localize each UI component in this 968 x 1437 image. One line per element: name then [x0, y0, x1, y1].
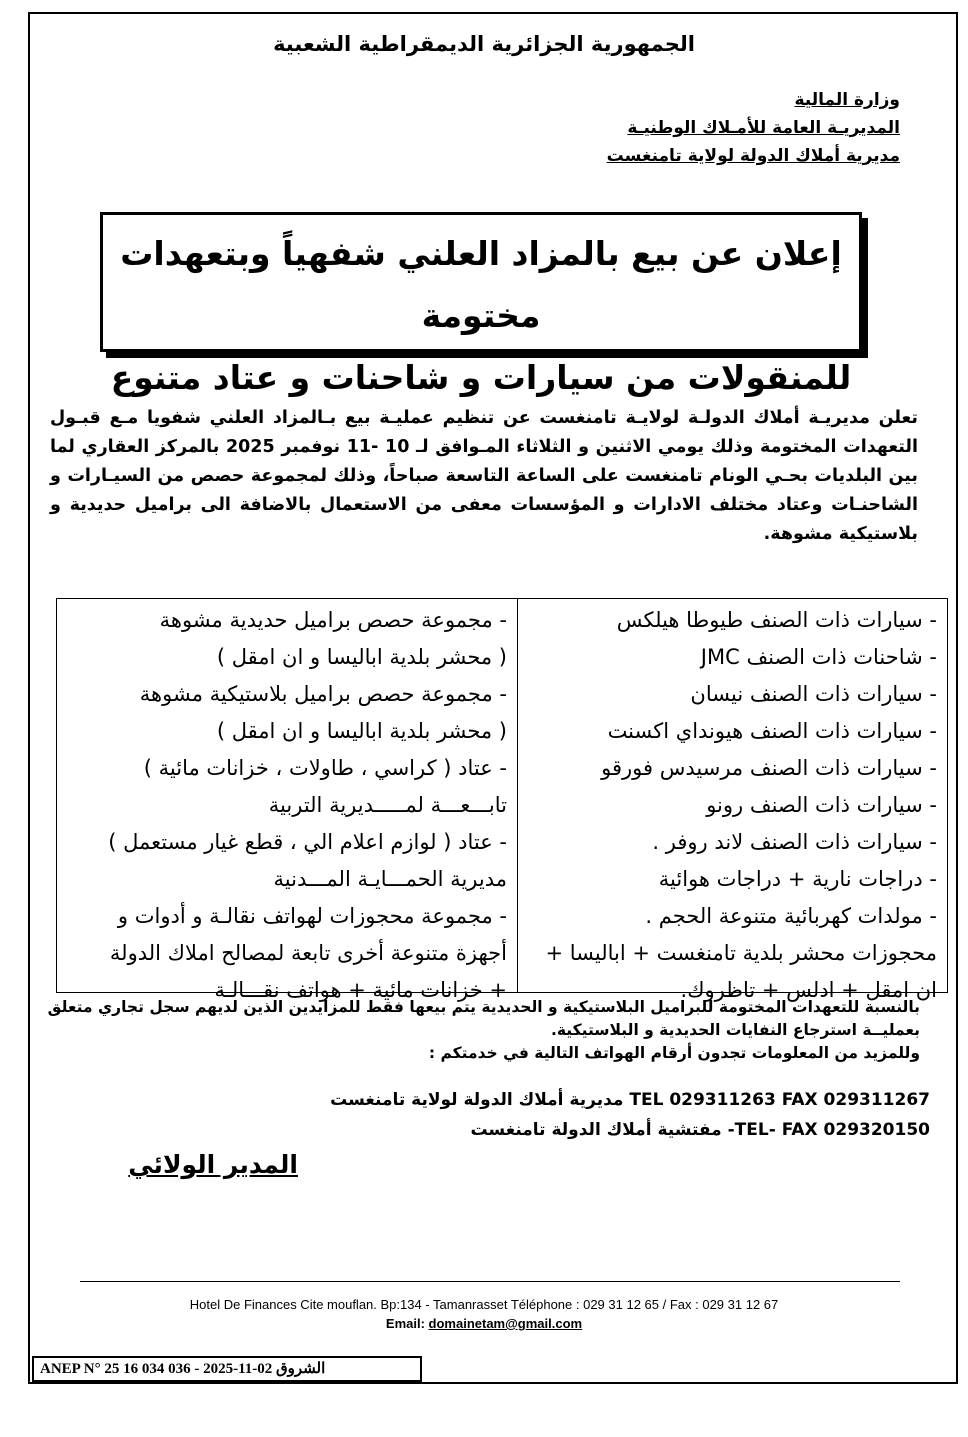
list-item: - شاحنات ذات الصنف JMC [700, 645, 937, 669]
ministry-block [607, 86, 900, 170]
list-item: محجوزات محشر بلدية تامنغست + ابالیسا + [545, 941, 937, 965]
materials-column [57, 599, 517, 1002]
title-line-1: إعلان عن بيع بالمزاد العلني شفهياً وبتعهدات مختومة [120, 234, 842, 335]
footer-email [0, 1314, 968, 1333]
email-label: Email: [385, 1316, 425, 1331]
title-line-2: للمنقولات من سيارات و شاحنات و عتاد متنوع [110, 358, 852, 397]
list-item: - مولدات كهربائية متنوعة الحجم . [645, 904, 937, 928]
list-item: - سيارات ذات الصنف هيونداي اكسنت [607, 719, 937, 743]
contact-line-1: TEL 029311263 FAX 029311267 مديرية أملاك الدولة لولاية تامنغست [330, 1090, 930, 1110]
list-item: ان امقل + ادلس + تاظروك. [680, 978, 937, 1002]
footer [0, 1295, 968, 1333]
list-item: - دراجات نارية + دراجات هوائية [658, 867, 937, 891]
general-directorate: المديريـة العامة للأمـلاك الوطنيـة [627, 118, 900, 138]
list-item: - عتاد ( كراسي ، طاولات ، خزانات مائية ) [143, 756, 507, 780]
list-item: - عتاد ( لوازم اعلام الي ، قطع غيار مستعمل ) [108, 830, 507, 854]
list-item: + خزانات مائية + هواتف نقـــالـة [214, 978, 507, 1002]
intro-paragraph: تعلن مديريـة أملاك الدولـة لولايـة تامنغست عن تنظيم عمليـة بيع بـالمزاد العلني شفويا مـع قبـول التعهدات المختومة وذلك يومي الاثنين و الثلاثاء المـوافق لـ 10 -11 نوفمبر 2025 بالمركز العقاري لما بين البلديات بحـي الونام تامنغست على الساعة التاسعة صباحاً، وذلك لمجموعة حصص من السيـارات و الشاحنـات وعتاد مختلف الادارات و المؤسسات معفى من الاستعمال بالاضافة الى براميل حديدية و بلاستيكية مشوهة. [50, 408, 919, 544]
state-directorate: مديرية أملاك الدولة لولاية تامنغست [606, 146, 900, 166]
list-item: ( محشر بلدية ابالیسا و ان امقل ) [216, 645, 507, 669]
list-item: - مجموعة حصص براميل حديدية مشوهة [159, 608, 507, 632]
footer-divider [80, 1281, 900, 1282]
list-item: - سيارات ذات الصنف طيوطا هيلكس [616, 608, 937, 632]
list-item: تابـــعـــة لمـــــديرية التربية [268, 793, 507, 817]
list-item: ( محشر بلدية ابالیسا و ان امقل ) [216, 719, 507, 743]
announcement-title [100, 212, 862, 397]
list-item: - سيارات ذات الصنف رونو [706, 793, 937, 817]
list-item: أجهزة متنوعة أخرى تابعة لمصالح املاك الدولة [109, 941, 507, 965]
note-line-3: وللمزيد من المعلومات تجدون أرقام الهواتف التالية في خدمتكم : [428, 1044, 920, 1062]
list-item: - مجموعة حصص براميل بلاستيكية مشوهة [139, 682, 507, 706]
list-item: مديرية الحمـــايـة المـــدنية [273, 867, 507, 891]
list-item: - سيارات ذات الصنف لاند روفر . [652, 830, 937, 854]
note-line-1: بالنسبة للتعهدات المختومة للبراميل البلاستيكية و الحديدية يتم بيعها فقط للمزايدين الذين لديهم سجل تجاري متعلق [47, 998, 920, 1016]
list-item: - مجموعة محجوزات لهواتف نقالـة و أدوات و [117, 904, 507, 928]
list-item: - سيارات ذات الصنف نيسان [690, 682, 937, 706]
republic-heading: الجمهورية الجزائرية الديمقراطية الشعبية [273, 32, 695, 56]
email-link[interactable]: domainetam@gmail.com [428, 1316, 583, 1331]
footer-address: Hotel De Finances Cite mouflan. Bp:134 - Tamanrasset Téléphone : 029 31 12 65 / Fax : 029 31 12 67 [189, 1297, 779, 1312]
director-signature: المدير الولائي [128, 1150, 298, 1179]
vehicles-column [517, 599, 947, 1002]
ministry-name: وزارة المالية [794, 90, 900, 110]
note-line-2: بعمليــة استرجاع النفايات الحديدية و البلاستيكية. [551, 1021, 920, 1039]
items-table [56, 598, 948, 1002]
sealed-bids-note [40, 996, 920, 1065]
anep-reference: ANEP N° 25 16 034 036 - 2025-11-02 الشروق [32, 1356, 422, 1382]
contact-line-2: TEL- FAX 029320150- مفتشية أملاك الدولة تامنغست [470, 1120, 930, 1140]
list-item: - سيارات ذات الصنف مرسيدس فورقو [601, 756, 937, 780]
